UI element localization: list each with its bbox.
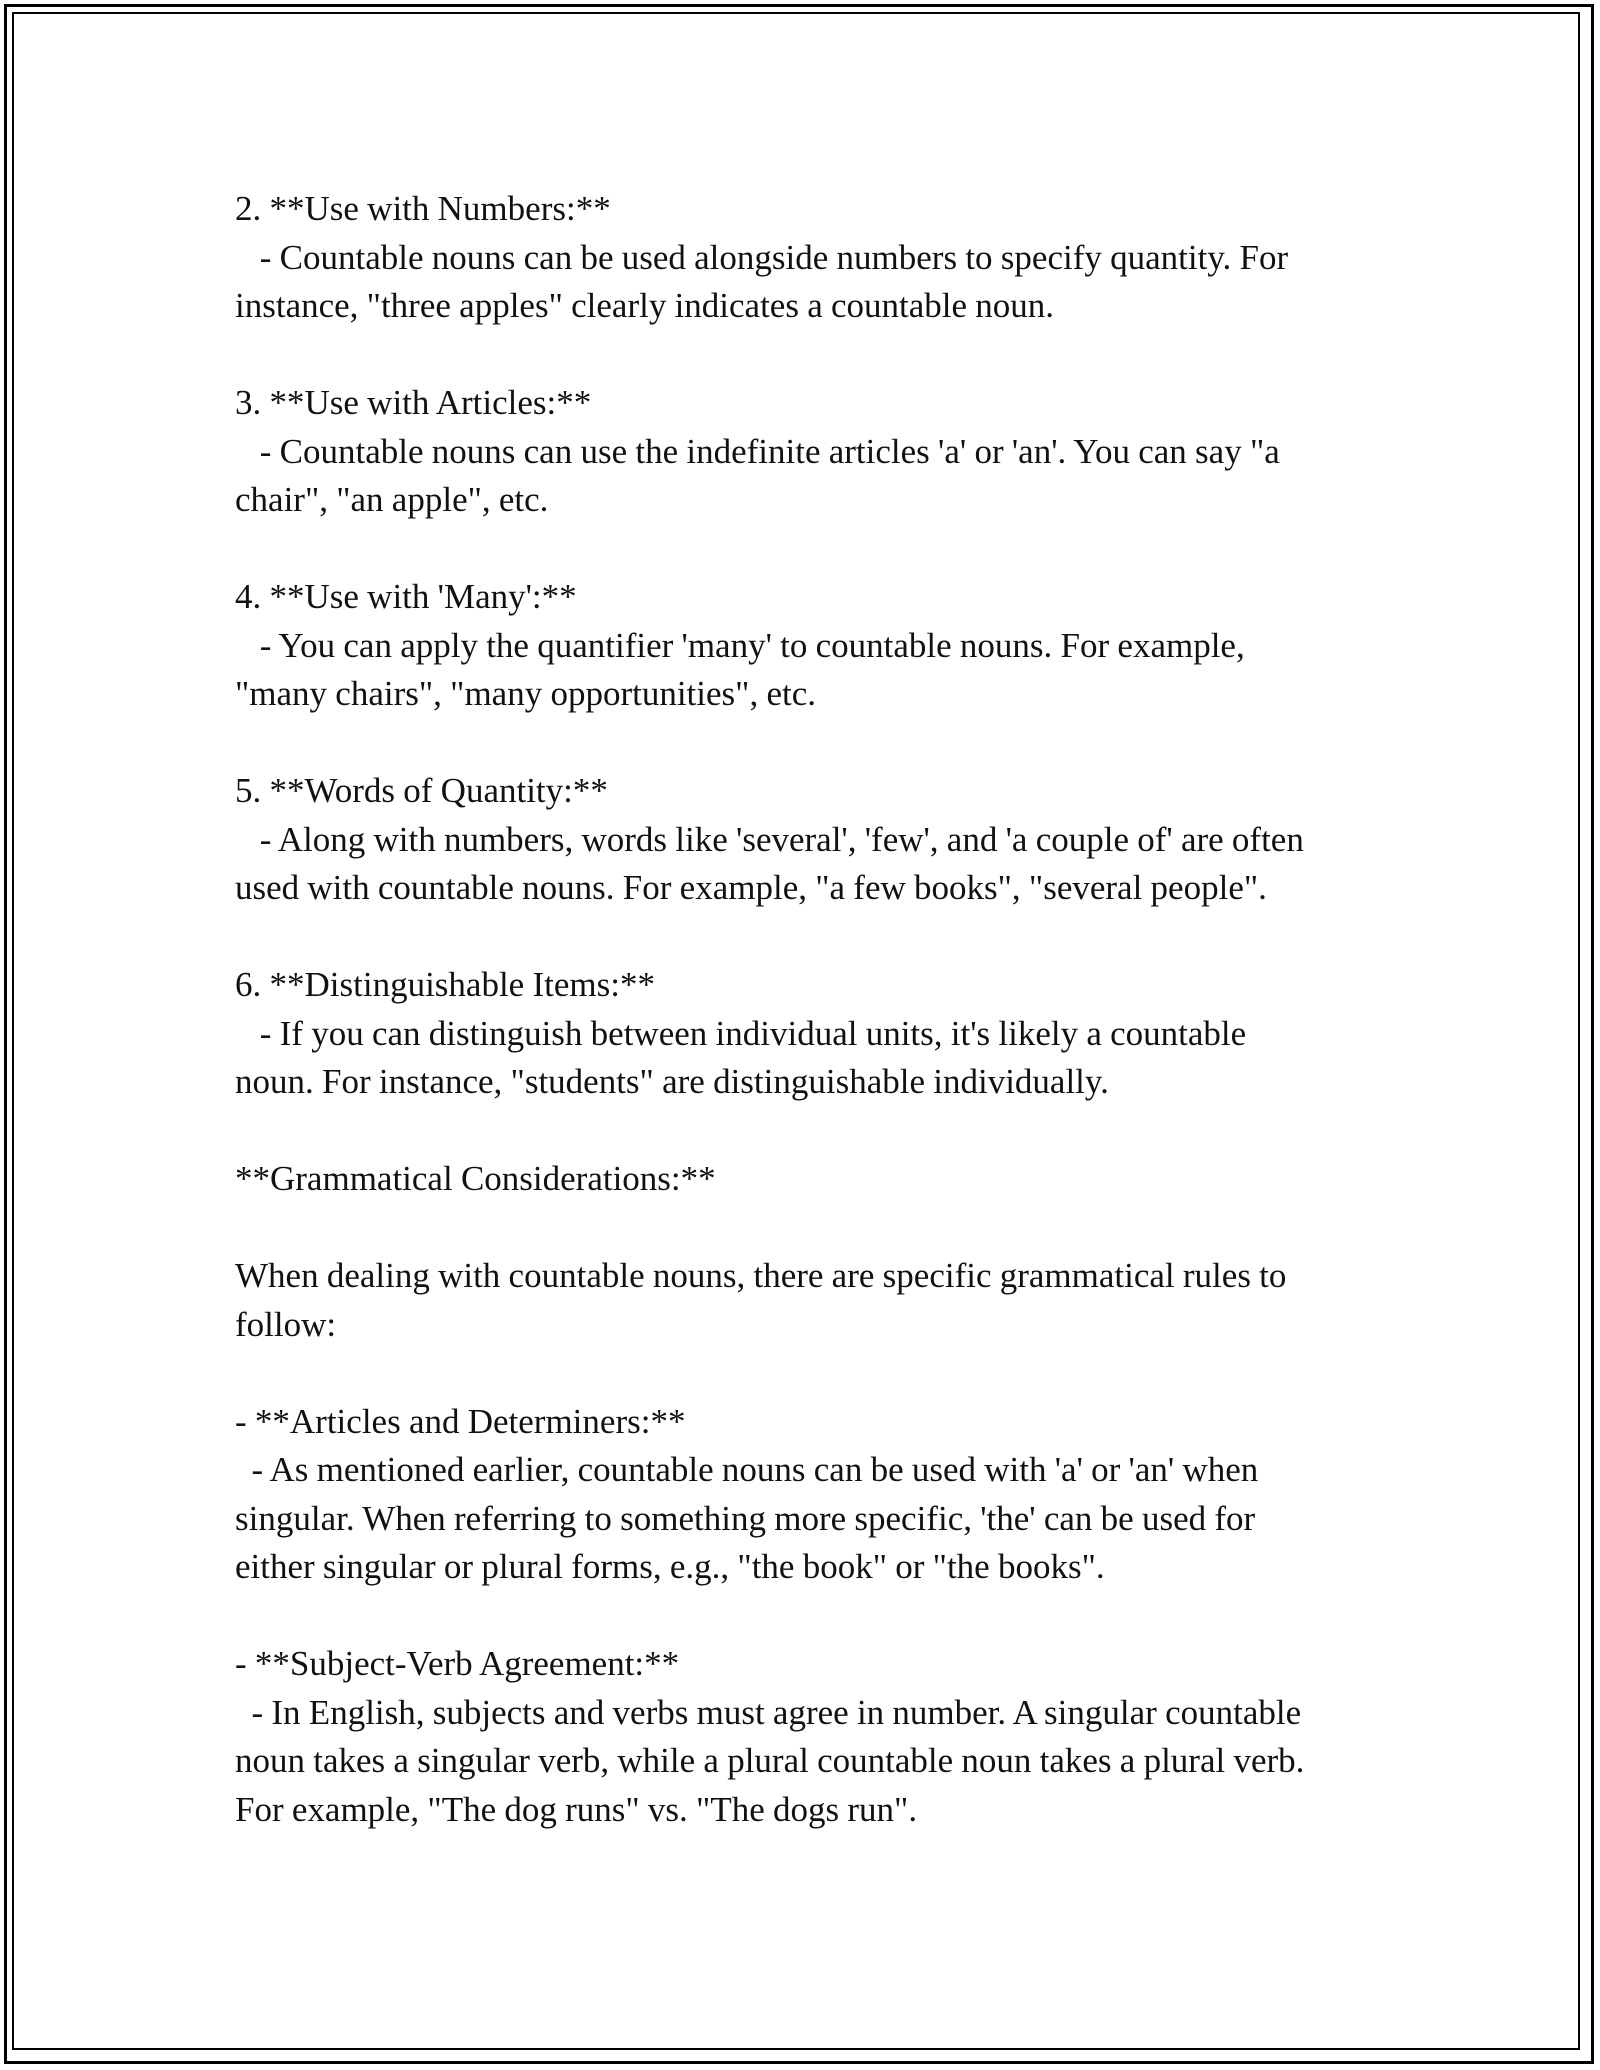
words-of-quantity-section [235, 767, 1370, 913]
section-heading: 4. **Use with 'Many':** [235, 577, 577, 616]
paragraph-line: - You can apply the quantifier 'many' to countable nouns. For example, [235, 625, 1245, 665]
use-with-articles-section [235, 379, 1370, 525]
section-heading: - **Articles and Determiners:** [235, 1401, 686, 1441]
paragraph-line: "many chairs", "many opportunities", etc. [235, 674, 816, 713]
articles-and-determiners-section [235, 1398, 1370, 1592]
paragraph-line: - If you can distinguish between individual units, it's likely a countable [235, 1013, 1247, 1053]
paragraph-line: chair", "an apple", etc. [235, 480, 549, 519]
paragraph-line: - In English, subjects and verbs must agree in number. A singular countable [235, 1692, 1302, 1732]
paragraph-line: - As mentioned earlier, countable nouns can be used with 'a' or 'an' when [235, 1450, 1259, 1489]
use-with-numbers-section [235, 185, 1370, 331]
paragraph-line: instance, "three apples" clearly indicates a countable noun. [235, 286, 1055, 325]
paragraph-line: For example, "The dog runs" vs. "The dogs run". [235, 1789, 918, 1829]
paragraph-line: noun takes a singular verb, while a plural countable noun takes a plural verb. [235, 1741, 1305, 1780]
grammatical-intro-paragraph [235, 1252, 1370, 1349]
section-heading: **Grammatical Considerations:** [235, 1159, 716, 1198]
paragraph-line: - Countable nouns can use the indefinite articles 'a' or 'an'. You can say "a [235, 431, 1280, 471]
section-heading: 2. **Use with Numbers:** [235, 189, 611, 228]
section-heading: 6. **Distinguishable Items:** [235, 965, 655, 1004]
use-with-many-section [235, 573, 1370, 719]
paragraph-line: either singular or plural forms, e.g., "the book" or "the books". [235, 1547, 1105, 1586]
paragraph-line: used with countable nouns. For example, "a few books", "several people". [235, 868, 1267, 907]
grammatical-considerations-heading-block [235, 1155, 1370, 1204]
section-heading: 5. **Words of Quantity:** [235, 771, 608, 810]
document-body [235, 185, 1370, 1883]
section-heading: - **Subject-Verb Agreement:** [235, 1644, 680, 1683]
paragraph-line: - Countable nouns can be used alongside numbers to specify quantity. For [235, 237, 1289, 277]
section-heading: 3. **Use with Articles:** [235, 383, 592, 422]
subject-verb-agreement-section [235, 1640, 1370, 1834]
paragraph-line: When dealing with countable nouns, there are specific grammatical rules to [235, 1256, 1287, 1295]
paragraph-line: - Along with numbers, words like 'several', 'few', and 'a couple of' are often [235, 819, 1304, 859]
paragraph-line: noun. For instance, "students" are distinguishable individually. [235, 1062, 1109, 1101]
distinguishable-items-section [235, 961, 1370, 1107]
paragraph-line: singular. When referring to something more specific, 'the' can be used for [235, 1498, 1256, 1538]
paragraph-line: follow: [235, 1304, 337, 1344]
